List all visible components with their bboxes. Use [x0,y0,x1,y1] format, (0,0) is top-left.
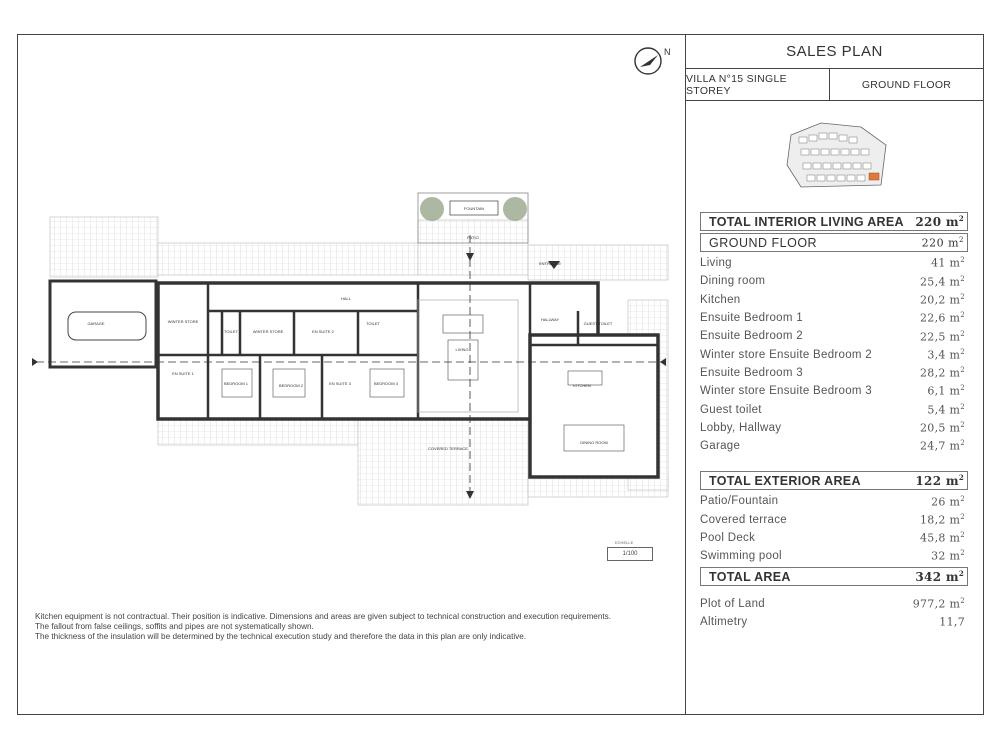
area-label: Ensuite Bedroom 3 [700,366,803,379]
pool-deck-area [50,217,158,277]
total-area-header: TOTAL AREA 342 $m^2$ [700,567,968,586]
area-value: 26 m [931,495,961,509]
floor-plan-drawing [18,35,684,535]
area-row: Guest toilet 5,4 $m^2$ [700,402,965,417]
area-label: Plot of Land [700,597,765,610]
area-row: Ensuite Bedroom 3 28,2 $m^2$ [700,366,965,380]
patio-paving [418,220,528,275]
area-label: Garage [700,440,741,453]
svg-text:GARAGE: GARAGE [87,321,105,326]
area-row: Swimming pool 32 $m^2$ [700,549,965,564]
area-row: Patio/Fountain 26 $m^2$ [700,494,965,509]
area-row: Winter store Ensuite Bedroom 3 6,1 $m^2$ [700,384,965,399]
svg-text:GUEST TOILET: GUEST TOILET [583,321,613,326]
north-label: N [664,47,671,57]
svg-text:WINTER STORE: WINTER STORE [252,329,284,334]
area-value: 6,1 m [927,385,961,399]
area-label: Guest toilet [700,403,762,416]
total-exterior-header: TOTAL EXTERIOR AREA 122 $m^2$ [700,471,968,490]
svg-text:COVERED TERRACE: COVERED TERRACE [428,446,468,451]
scale-box: 1/100 [607,547,653,561]
svg-text:EN SUITE 2: EN SUITE 2 [312,329,334,334]
svg-text:TOILET: TOILET [366,321,380,326]
area-label: Covered terrace [700,513,787,526]
area-label: Dining room [700,275,766,288]
area-value: 5,4 m [927,403,961,417]
area-row: Kitchen 20,2 $m^2$ [700,292,965,307]
svg-text:FOUNTAIN: FOUNTAIN [463,206,485,211]
note-line: The fallout from false ceilings, soffits and pipes are not systematically shown. [35,622,314,631]
info-panel [686,35,983,714]
area-label: Kitchen [700,293,741,306]
ground-floor-rows [700,254,968,455]
scale-caption: ECHELLE [615,540,634,545]
pool-deck-strip [158,243,418,275]
svg-text:HALL: HALL [340,296,352,301]
area-label: Living [700,257,732,270]
svg-text:TOILET: TOILET [224,329,238,334]
site-map-thumbnail [781,115,891,195]
area-row: Plot of Land 977,2 $m^2$ [700,596,965,611]
svg-text:DINING ROOM: DINING ROOM [580,440,608,445]
area-value: 25,4 m [920,275,961,289]
area-row: Dining room 25,4 $m^2$ [700,274,965,289]
svg-text:EN SUITE 1: EN SUITE 1 [172,371,194,376]
area-label: Patio/Fountain [700,495,779,508]
area-row: Winter store Ensuite Bedroom 2 3,4 $m^2$ [700,347,965,362]
area-table [700,212,968,631]
area-label: Ensuite Bedroom 2 [700,330,803,343]
area-value: 20,5 m [920,421,961,435]
area-row: Lobby, Hallway 20,5 $m^2$ [700,420,965,435]
area-value: 22,5 m [920,330,961,344]
area-value: 11,7 [939,615,965,629]
area-value: 20,2 m [920,293,961,307]
area-row [700,613,968,631]
area-value: 45,8 m [920,531,961,545]
area-label: Winter store Ensuite Bedroom 3 [700,385,872,398]
land-rows [700,594,968,631]
floor-plan-area [18,35,684,714]
svg-text:BEDROOM 1: BEDROOM 1 [223,381,249,386]
floor-label: GROUND FLOOR [830,69,983,101]
svg-text:WINTER STORE: WINTER STORE [167,319,199,324]
svg-text:BEDROOM 3: BEDROOM 3 [373,381,399,386]
area-row: Pool Deck 45,8 $m^2$ [700,531,965,545]
area-label: Winter store Ensuite Bedroom 2 [700,348,872,361]
area-label: Pool Deck [700,532,756,544]
ground-floor-header: GROUND FLOOR 220 $m^2$ [700,233,968,252]
area-value: 977,2 m [912,597,961,611]
area-value: 18,2 m [920,513,961,527]
area-row: Ensuite Bedroom 1 22,6 $m^2$ [700,311,965,325]
area-value: 24,7 m [920,439,961,453]
note-line: Kitchen equipment is not contractual. Their position is indicative. Dimensions and areas are given subject to technical construction and execution requirements. [35,612,612,621]
area-value: 41 m [931,256,961,270]
sheet-title: SALES PLAN [686,35,983,69]
area-label: Ensuite Bedroom 1 [700,312,803,325]
disclaimer-notes [35,612,675,642]
svg-text:EN SUITE 3: EN SUITE 3 [329,381,351,386]
area-value: 3,4 m [927,348,961,362]
villa-label: VILLA N°15 SINGLE STOREY [686,69,830,101]
svg-text:BEDROOM 2: BEDROOM 2 [278,383,304,388]
svg-text:KITCHEN: KITCHEN [573,383,591,388]
total-interior-header: TOTAL INTERIOR LIVING AREA 220 $m^2$ [700,212,968,231]
note-line: The thickness of the insulation will be determined by the technical execution study and therefore the data in this plan are only indicative. [35,632,527,641]
area-value: 22,6 m [920,311,961,325]
svg-text:LIVING: LIVING [455,347,469,352]
area-row: Covered terrace 18,2 $m^2$ [700,512,965,527]
area-value: 32 m [931,550,961,564]
area-row: Living 41 $m^2$ [700,256,965,270]
area-label: Altimetry [700,615,748,628]
svg-text:ENTRANCE: ENTRANCE [538,261,562,266]
area-label: Swimming pool [700,550,782,563]
area-label: Lobby, Hallway [700,421,782,434]
exterior-rows [700,492,968,565]
svg-text:HALLWAY: HALLWAY [540,317,560,322]
svg-text:PATIO: PATIO [467,235,479,240]
area-row: Garage 24,7 $m^2$ [700,439,965,453]
area-row: Ensuite Bedroom 2 22,5 $m^2$ [700,329,965,344]
area-value: 28,2 m [920,366,961,380]
covered-terrace-paving [358,415,528,505]
